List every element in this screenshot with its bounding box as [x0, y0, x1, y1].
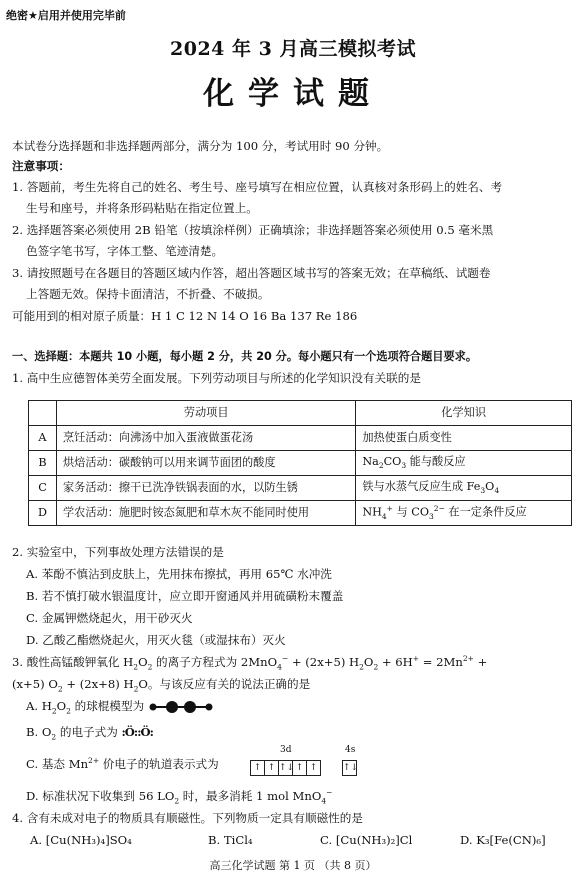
electron-formula: :Ö::Ö: — [121, 725, 153, 739]
option-letter: C — [29, 476, 57, 501]
question-4-option: C. [Cu(NH₃)₂]Cl — [320, 833, 413, 847]
exam-title: 2024 年 3 月高三模拟考试 — [170, 38, 416, 60]
question-3-option-a: A. $H_2O_2$ 的球棍模型为 — [26, 698, 578, 717]
note-line: 1. 答题前，考生先将自己的姓名、考生号、座号填写在相应位置，认真核对条形码上的姓名、考 — [12, 180, 503, 194]
question-4-stem: 4. 含有未成对电子的物质具有顺磁性。下列物质一定具有顺磁性的是 — [12, 811, 363, 825]
activity-cell: 学农活动：施肥时铵态氮肥和草木灰不能同时使用 — [56, 501, 355, 526]
question-2-option: D. 乙酸乙酯燃烧起火，用灭火毯（或湿抹布）灭火 — [26, 633, 286, 647]
question-4-option: B. TiCl₄ — [208, 833, 253, 847]
subject-title: 化学试题 — [203, 76, 383, 112]
question-4-option: A. [Cu(NH₃)₄]SO₄ — [30, 833, 132, 847]
section-heading: 一、选择题：本题共 10 小题，每小题 2 分，共 20 分。每小题只有一个选项符合题目要求。 — [12, 350, 478, 363]
activity-cell: 家务活动：擦干已洗净铁锅表面的水，以防生锈 — [56, 476, 355, 501]
intro-text: 本试卷分选择题和非选择题两部分，满分为 100 分，考试用时 90 分钟。 — [12, 139, 389, 153]
option-letter: D — [29, 501, 57, 526]
option-letter: B — [29, 451, 57, 476]
note-line: 色签字笔书写，字体工整、笔迹清楚。 — [26, 244, 224, 258]
question-4-option: D. K₃[Fe(CN)₆] — [460, 833, 546, 847]
note-line: 生号和座号，并将条形码粘贴在指定位置上。 — [26, 201, 258, 215]
table-row — [29, 476, 572, 501]
orbital-box: ↑ — [264, 760, 279, 776]
question-2-option: C. 金属钾燃烧起火，用干砂灭火 — [26, 611, 193, 625]
orbital-4s-label: 4s — [345, 745, 356, 755]
table-header-blank — [29, 401, 57, 426]
ball-stick-model-icon — [148, 700, 214, 714]
orbital-box: ↑ — [306, 760, 321, 776]
question-3-stem-line1: 3. 酸性高锰酸钾氧化 $H_2O_2$ 的离子方程式为 2MnO$_4$− + (2x+5) $H_2O_2 + 6H^+ = 2Mn^{2+}$ + — [12, 654, 488, 672]
orbital-3d-label: 3d — [280, 745, 292, 755]
table-header: 劳动项目 — [56, 401, 355, 426]
table-header: 化学知识 — [356, 401, 572, 426]
question-2-option: B. 若不慎打破水银温度计，应立即开窗通风并用硫磺粉末覆盖 — [26, 589, 344, 603]
question-3-option-c: C. 基态 $Mn^{2+}$ 价电子的轨道表示式为 — [26, 756, 219, 771]
question-1-stem: 1. 高中生应德智体美劳全面发展。下列劳动项目与所述的化学知识没有关联的是 — [12, 371, 421, 385]
question-3-option-d: D. 标准状况下收集到 56 $LO_2$ 时，最多消耗 1 mol MnO$_4$− — [26, 788, 333, 806]
orbital-box: ↑↓ — [342, 760, 357, 776]
knowledge-cell: 铁与水蒸气反应生成 $Fe_3O_4$ — [356, 476, 572, 501]
table-row — [29, 451, 572, 476]
table-header-row — [29, 401, 572, 426]
secret-label: 绝密★启用并使用完毕前 — [6, 9, 126, 22]
knowledge-cell: 加热使蛋白质变性 — [356, 426, 572, 451]
knowledge-cell: $Na_2CO_3$ 能与酸反应 — [356, 451, 572, 476]
page-footer: 高三化学试题 第 1 页 （共 8 页） — [209, 859, 377, 872]
note-line: 3. 请按照题号在各题目的答题区域内作答，超出答题区域书写的答案无效；在草稿纸、试题卷 — [12, 266, 491, 280]
question-2-option: A. 苯酚不慎沾到皮肤上，先用抹布擦拭，再用 65℃ 水冲洗 — [26, 567, 332, 581]
activity-cell: 烹饪活动：向沸汤中加入蛋液做蛋花汤 — [56, 426, 355, 451]
note-line: 上答题无效。保持卡面清洁，不折叠、不破损。 — [26, 287, 270, 301]
orbital-box: ↑ — [250, 760, 265, 776]
question-3-stem-line2: (x+5) $O_2 + (2x+8)$ $H_2O$。与该反应有关的说法正确的是 — [12, 677, 311, 694]
question-1-table — [28, 400, 572, 526]
activity-cell: 烘焙活动：碳酸钠可以用来调节面团的酸度 — [56, 451, 355, 476]
note-line: 2. 选择题答案必须使用 2B 铅笔（按填涂样例）正确填涂；非选择题答案必须使用 0.5 毫米黑 — [12, 223, 494, 237]
orbital-box: ↑ — [292, 760, 307, 776]
orbital-box: ↑↓ — [278, 760, 293, 776]
table-row — [29, 426, 572, 451]
question-2-stem: 2. 实验室中，下列事故处理方法错误的是 — [12, 545, 224, 559]
option-letter: A — [29, 426, 57, 451]
question-3-option-b: B. $O_2$ 的电子式为 :Ö::Ö: — [26, 725, 153, 742]
notes-heading: 注意事项： — [12, 159, 70, 173]
knowledge-cell: $NH_4^+$ 与 $CO_3^{2-}$ 在一定条件反应 — [356, 501, 572, 526]
table-row — [29, 501, 572, 526]
atomic-masses: 可能用到的相对原子质量：H 1 C 12 N 14 O 16 Ba 137 Re 186 — [12, 309, 358, 323]
